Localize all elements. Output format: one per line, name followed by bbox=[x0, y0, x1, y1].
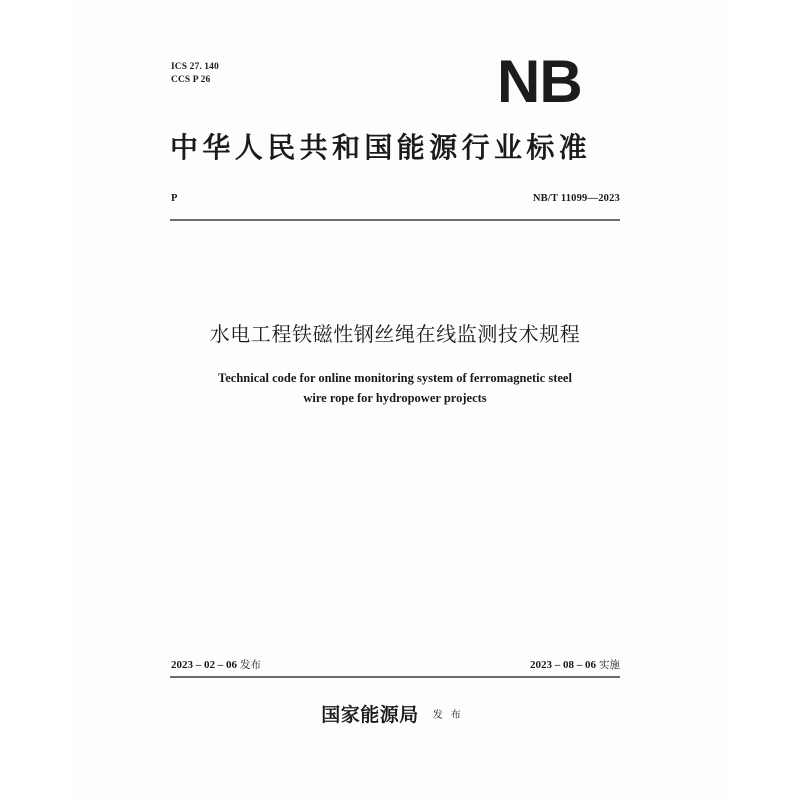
document-title-chinese: 水电工程铁磁性钢丝绳在线监测技术规程 bbox=[209, 322, 581, 346]
effective-date-value: 2023 – 08 – 06 bbox=[530, 659, 596, 671]
nb-logo: NB bbox=[497, 48, 582, 115]
classification-codes bbox=[171, 61, 219, 87]
publisher-name: 国家能源局 bbox=[321, 704, 419, 726]
issue-label: 发布 bbox=[240, 659, 261, 671]
effective-label: 实施 bbox=[599, 659, 620, 671]
header-divider bbox=[170, 219, 620, 221]
publisher bbox=[170, 700, 620, 727]
standard-category: P bbox=[171, 193, 178, 204]
ccs-code: CCS P 26 bbox=[171, 75, 211, 85]
publisher-action: 发布 bbox=[432, 710, 469, 721]
standard-number: NB/T 11099—2023 bbox=[532, 193, 620, 204]
ics-code: ICS 27. 140 bbox=[171, 62, 219, 72]
issue-date bbox=[171, 657, 261, 672]
issue-date-value: 2023 – 02 – 06 bbox=[171, 659, 237, 671]
effective-date bbox=[530, 657, 620, 672]
document-title-english bbox=[170, 368, 620, 408]
title-en-line-1: Technical code for online monitoring system of ferromagnetic steel bbox=[218, 371, 572, 385]
national-standard-title: 中华人民共和国能源行业标准 bbox=[170, 131, 592, 164]
title-en-line-2: wire rope for hydropower projects bbox=[303, 391, 487, 405]
footer-divider bbox=[170, 676, 620, 678]
